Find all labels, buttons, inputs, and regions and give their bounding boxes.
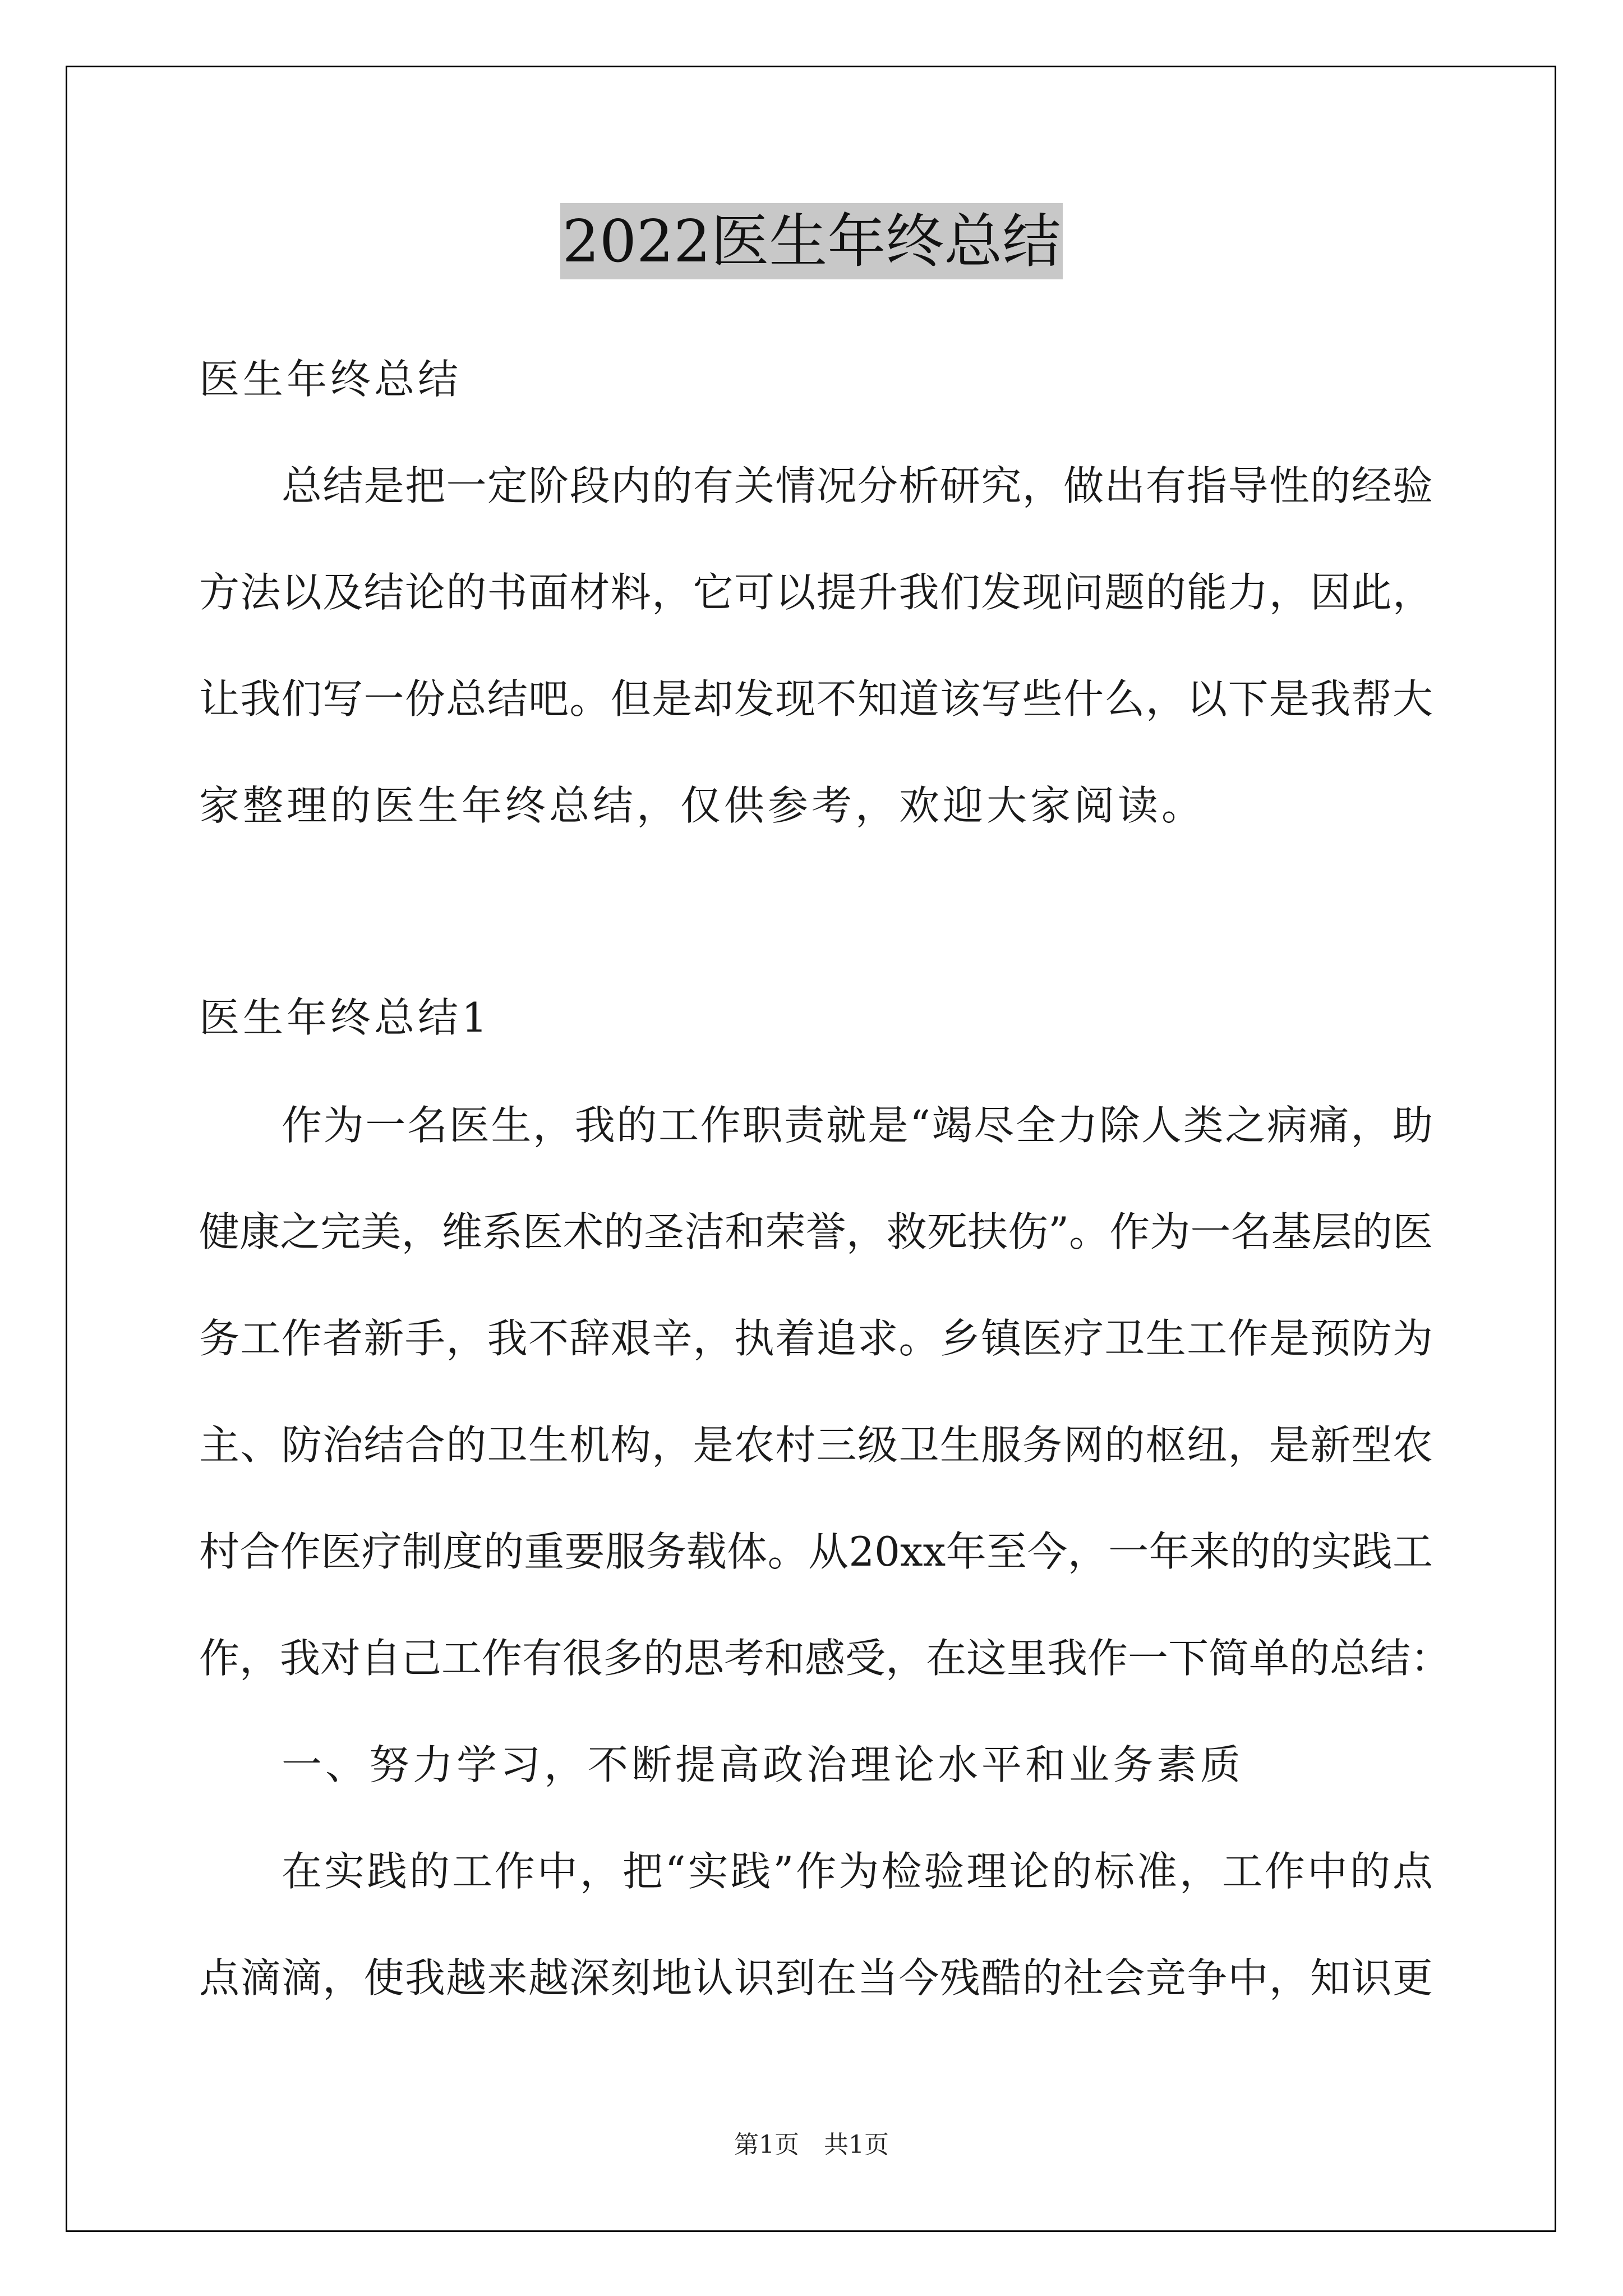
title-container (0, 203, 1623, 279)
point-heading: 一、努力学习，不断提高政治理论水平和业务素质 (282, 1741, 1244, 1788)
subtitle: 医生年终总结 (199, 356, 462, 403)
document-title: 2022医生年终总结 (560, 203, 1063, 279)
paragraph-line: 作为一名医生，我的工作职责就是“竭尽全力除人类之病痛，助 (282, 1102, 1433, 1149)
page-footer: 第1页 共1页 (734, 2131, 889, 2159)
paragraph-line: 村合作医疗制度的重要服务载体。从20xx年至今，一年来的的实践工 (199, 1528, 1433, 1575)
paragraph-line: 健康之完美，维系医术的圣洁和荣誉，救死扶伤”。作为一名基层的医 (199, 1208, 1433, 1255)
paragraph-line: 点滴滴，使我越来越深刻地认识到在当今残酷的社会竞争中，知识更 (199, 1954, 1433, 2001)
paragraph-line: 总结是把一定阶段内的有关情况分析研究，做出有指导性的经验 (282, 462, 1433, 509)
section-heading: 医生年终总结1 (199, 994, 491, 1041)
paragraph-line: 主、防治结合的卫生机构，是农村三级卫生服务网的枢纽，是新型农 (199, 1421, 1433, 1469)
paragraph-line: 务工作者新手，我不辞艰辛，执着追求。乡镇医疗卫生工作是预防为 (199, 1315, 1433, 1362)
paragraph-line: 家整理的医生年终总结，仅供参考，欢迎大家阅读。 (199, 782, 1206, 829)
paragraph-line: 作，我对自己工作有很多的思考和感受，在这里我作一下简单的总结： (199, 1635, 1451, 1682)
paragraph-line: 让我们写一份总结吧。但是却发现不知道该写些什么，以下是我帮大 (199, 675, 1433, 723)
paragraph-line: 在实践的工作中，把“实践”作为检验理论的标准，工作中的点 (282, 1848, 1433, 1895)
paragraph-line: 方法以及结论的书面材料，它可以提升我们发现问题的能力，因此， (199, 569, 1433, 616)
